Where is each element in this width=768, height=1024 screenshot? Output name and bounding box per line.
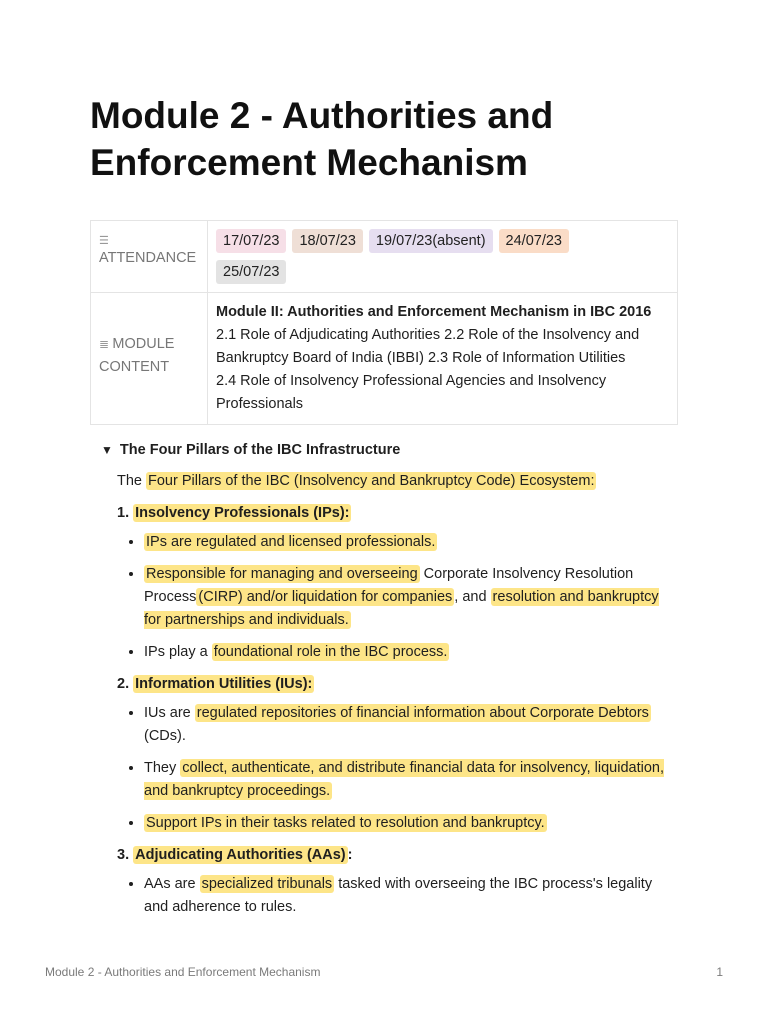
plain-text: tasked with overseeing the IBC process's legality and adherence to rules. (144, 876, 653, 915)
tag-date[interactable]: 18/07/23 (292, 229, 362, 253)
pillar-heading (117, 844, 678, 867)
plain-text: : (347, 847, 353, 863)
list-item (144, 812, 678, 835)
text-lines-icon: ≣ (99, 337, 113, 351)
page-number: 1 (716, 965, 723, 979)
list-item (144, 873, 678, 919)
property-row-attendance (91, 221, 678, 293)
toggle-block (90, 439, 678, 919)
module-topics-line: 2.1 Role of Adjudicating Authorities 2.2 Role of the Insolvency and Bankruptcy Board of India (IBBI) 2.3 Role of Information Utilities (216, 327, 640, 366)
bullet-list (117, 702, 678, 835)
plain-text: Corporate Insolvency Resolution Process (144, 566, 634, 605)
property-label: ATTENDANCE (99, 250, 197, 266)
pillar-title: Information Utilities (IUs): (135, 676, 313, 692)
list-item (144, 531, 678, 554)
property-label: MODULE CONTENT (99, 336, 175, 375)
footer-title: Module 2 - Authorities and Enforcement Mechanism (45, 965, 321, 979)
plain-text: (CDs). (144, 728, 186, 744)
plain-text: , and (454, 589, 491, 605)
page-footer (45, 965, 723, 979)
toggle-title: The Four Pillars of the IBC Infrastructure (119, 442, 401, 458)
properties-table (90, 220, 678, 425)
plain-text: IUs are (144, 705, 195, 721)
plain-text: They (144, 760, 181, 776)
highlighted-text: Responsible for managing and overseeing (146, 566, 418, 582)
module-content-value[interactable] (208, 293, 678, 425)
bullet-list (117, 531, 678, 664)
list-number: 1. (117, 505, 130, 521)
list-item (144, 563, 678, 632)
property-row-module-content (91, 293, 678, 425)
pillar-heading (117, 502, 678, 525)
highlighted-text: foundational role in the IBC process. (213, 644, 448, 660)
tag-date[interactable]: 25/07/23 (216, 260, 286, 284)
property-name-module-content[interactable] (91, 293, 208, 425)
tag-date[interactable]: 24/07/23 (499, 229, 569, 253)
page-content (90, 92, 678, 928)
property-name-attendance[interactable] (91, 221, 208, 293)
pillar-title: Adjudicating Authorities (AAs) (135, 847, 346, 863)
list-item (144, 641, 678, 664)
highlighted-text: specialized tribunals (201, 876, 333, 892)
intro-paragraph (117, 470, 678, 493)
toggle-header[interactable] (101, 439, 678, 462)
plain-text: IPs play a (144, 644, 212, 660)
pillar-title: Insolvency Professionals (IPs): (135, 505, 350, 521)
toggle-arrow-icon[interactable]: ▼ (101, 443, 113, 457)
highlighted-text: IPs are regulated and licensed professionals. (146, 534, 436, 550)
highlighted-text: (CIRP) and/or liquidation for companies (198, 589, 453, 605)
highlighted-text: regulated repositories of financial information about Corporate Debtors (196, 705, 649, 721)
pillar-heading (117, 673, 678, 696)
page-title: Module 2 - Authorities and Enforcement Mechanism (90, 95, 554, 183)
list-icon: ☰ (99, 235, 109, 247)
highlighted-text: collect, authenticate, and distribute financial data for insolvency, liquidation, and bankruptcy proceedings. (144, 760, 665, 799)
tag-date[interactable]: 17/07/23 (216, 229, 286, 253)
intro-text: The (117, 473, 147, 489)
attendance-tags[interactable] (208, 221, 678, 293)
tag-date[interactable]: 19/07/23(absent) (369, 229, 493, 253)
highlighted-text: Support IPs in their tasks related to resolution and bankruptcy. (146, 815, 545, 831)
list-item (144, 757, 678, 803)
plain-text: AAs are (144, 876, 200, 892)
module-topics-line: 2.4 Role of Insolvency Professional Agencies and Insolvency Professionals (216, 373, 607, 412)
list-number: 2. (117, 676, 130, 692)
bullet-list (117, 873, 678, 919)
list-item (144, 702, 678, 748)
list-number: 3. (117, 847, 130, 863)
toggle-body (117, 470, 678, 919)
highlighted-text: resolution and bankruptcy for partnerships and individuals. (144, 589, 659, 628)
module-heading: Module II: Authorities and Enforcement Mechanism in IBC 2016 (216, 304, 652, 320)
highlighted-text: Four Pillars of the IBC (Insolvency and Bankruptcy Code) Ecosystem: (148, 473, 595, 489)
